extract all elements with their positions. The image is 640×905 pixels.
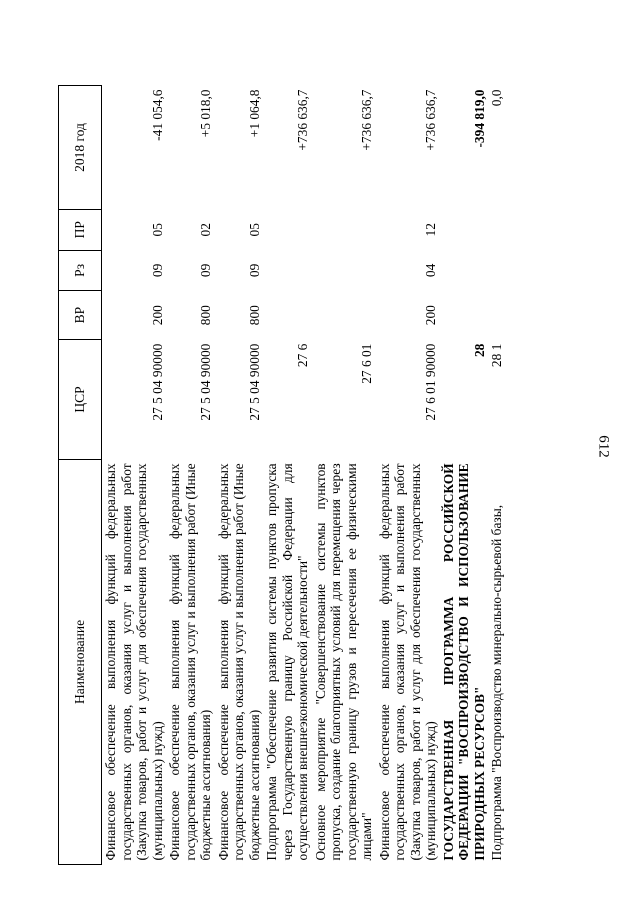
table-row-program-total xyxy=(440,86,489,865)
row-pr xyxy=(488,209,506,250)
row-name: Подпрограмма "Воспроизводство минерально-сырьевой базы, xyxy=(489,504,504,861)
row-pr xyxy=(440,209,489,250)
row-name: Финансовое обеспечение выполнения функций федеральных государственных органов, оказания услуг и выполнения работ (Иные бюджетные ассигнования) xyxy=(167,463,213,861)
row-vr: 800 xyxy=(198,305,213,326)
row-name: ГОСУДАРСТВЕННАЯ ПРОГРАММА РОССИЙСКОЙ ФЕДЕРАЦИИ "ВОСПРОИЗВОДСТВО И ИСПОЛЬЗОВАНИЕ ПРИРОДНЫХ РЕСУРСОВ" xyxy=(440,463,487,861)
header-rz: Рз xyxy=(59,250,102,291)
row-csr: 27 6 01 90000 xyxy=(423,343,438,421)
row-amount: -41 054,6 xyxy=(149,89,165,141)
table-row-partial xyxy=(488,86,506,865)
header-name: Наименование xyxy=(59,459,102,864)
row-rz xyxy=(488,250,506,291)
row-name: Финансовое обеспечение выполнения функций федеральных государственных органов, оказания услуг и выполнения работ (Закупка товаров, работ и услуг для обеспечения государственных (муниципальных) нужд) xyxy=(103,463,165,861)
row-pr: 12 xyxy=(423,223,438,237)
row-csr: 27 6 01 xyxy=(359,343,374,384)
row-rz xyxy=(312,250,376,291)
row-name: Подпрограмма "Обеспечение развития системы пунктов пропуска через Государственную границу Российской Федерации для осуществления внешнеэкономической деятельности" xyxy=(264,463,310,861)
row-amount: -394 819,0 xyxy=(471,89,487,148)
row-rz: 04 xyxy=(423,263,438,278)
budget-table xyxy=(58,85,506,865)
row-csr: 28 1 xyxy=(489,343,504,368)
row-amount: 0,0 xyxy=(489,89,504,107)
row-amount: +736 636,7 xyxy=(295,89,310,151)
table-row xyxy=(102,86,167,865)
row-rz: 09 xyxy=(246,263,262,278)
header-amount: 2018 год xyxy=(59,86,102,210)
row-csr: 28 xyxy=(471,343,487,358)
row-rz: 09 xyxy=(198,263,213,278)
row-amount: +5 018,0 xyxy=(198,89,213,138)
row-vr xyxy=(488,291,506,340)
row-pr: 05 xyxy=(149,223,165,237)
row-amount: +736 636,7 xyxy=(359,89,374,151)
row-csr: 27 6 xyxy=(295,343,310,368)
row-vr: 200 xyxy=(423,305,438,326)
row-rz xyxy=(440,250,489,291)
table-row xyxy=(215,86,264,865)
row-name: Основное мероприятие "Совершенствование системы пунктов пропуска, создание благоприятных условий для перемещения через государственную границу грузов и пересечения ее физическими лицами" xyxy=(312,463,374,861)
row-vr: 200 xyxy=(149,305,165,326)
row-pr: 02 xyxy=(198,223,213,237)
table-row xyxy=(376,86,440,865)
row-csr: 27 5 04 90000 xyxy=(149,343,165,421)
header-vr: ВР xyxy=(59,291,102,340)
table-header-row xyxy=(59,86,102,865)
row-vr xyxy=(312,291,376,340)
row-vr: 800 xyxy=(246,305,262,326)
page-number: 612 xyxy=(595,435,612,458)
row-name: Финансовое обеспечение выполнения функций федеральных государственных органов, оказания услуг и выполнения работ (Иные бюджетные ассигнования) xyxy=(215,463,262,861)
row-name: Финансовое обеспечение выполнения функций федеральных государственных органов, оказания услуг и выполнения работ (Закупка товаров, работ и услуг для обеспечения государственных (муниципальных) нужд) xyxy=(376,463,438,861)
row-pr xyxy=(312,209,376,250)
row-rz xyxy=(263,250,312,291)
row-vr xyxy=(263,291,312,340)
row-rz: 09 xyxy=(149,263,165,278)
row-pr: 05 xyxy=(246,223,262,237)
row-amount: +736 636,7 xyxy=(423,89,438,151)
row-amount: +1 064,8 xyxy=(246,89,262,138)
row-pr xyxy=(263,209,312,250)
table-row xyxy=(263,86,312,865)
table-row xyxy=(312,86,376,865)
row-csr: 27 5 04 90000 xyxy=(246,343,262,421)
row-vr xyxy=(440,291,489,340)
table-row xyxy=(166,86,215,865)
header-pr: ПР xyxy=(59,209,102,250)
header-csr: ЦСР xyxy=(59,340,102,460)
row-csr: 27 5 04 90000 xyxy=(198,343,213,421)
